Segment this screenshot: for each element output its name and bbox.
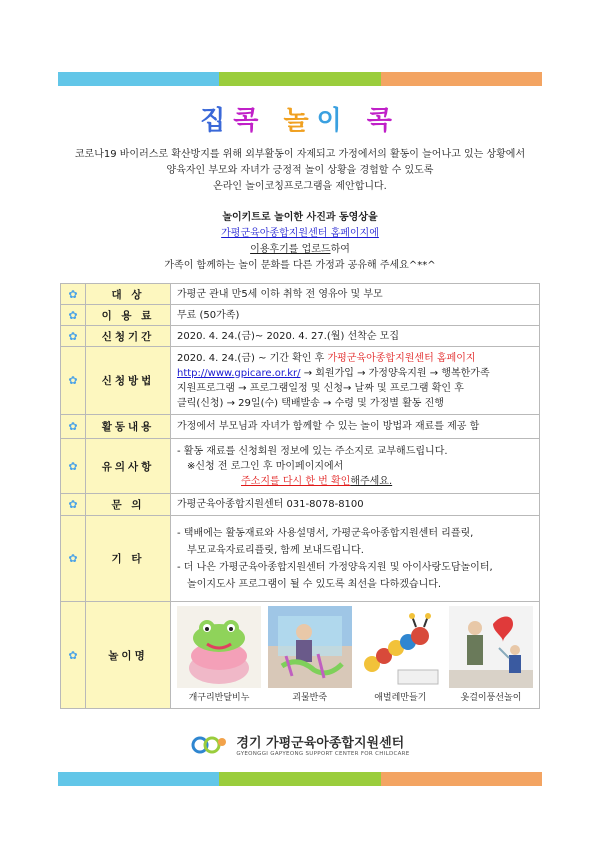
title-char: 콕 <box>366 106 400 136</box>
monster-dough-image <box>268 606 352 688</box>
caterpillar-image <box>358 606 442 688</box>
flower-icon: ✿ <box>61 415 86 439</box>
homepage-url-link[interactable]: http://www.gpicare.or.kr/ <box>177 367 301 379</box>
row-notice: ✿ 유의사항 - 활동 재료를 신청회원 정보에 있는 주소지로 교부해드립니다. ※신청 전 로그인 후 마이페이지에서 주소지를 다시 한 번 확인해주세요. <box>61 439 540 494</box>
title-char: 집 <box>200 106 234 136</box>
row-method: ✿ 신청방법 2020. 4. 24.(금) ~ 기간 확인 후 가평군육아종합지원센터 홈페이지 http://www.gpicare.or.kr/ → 회원가입 → 가정양육지원 → 행복한가족 지원프로그램 → 프로그램일정 및 신청→ 날짜 및 프로그램 확인 후 클릭(신청) → 29일(수) 택배발송 → 수령 및 가정별 활동 진행 <box>61 347 540 415</box>
homepage-link[interactable]: 가평군육아종합지원센터 홈페이지에 <box>221 228 379 239</box>
flower-icon: ✿ <box>61 439 86 494</box>
frog-soap-image <box>177 606 261 688</box>
row-activity: ✿ 활동내용 가정에서 부모님과 자녀가 함께할 수 있는 놀이 방법과 재료를 제공 함 <box>61 415 540 439</box>
row-period: ✿ 신청기간 2020. 4. 24.(금)~ 2020. 4. 27.(월) 선착순 모집 <box>61 326 540 347</box>
row-fee: ✿ 이 용 료 무료 (50가족) <box>61 305 540 326</box>
row-etc: ✿ 기 타 - 택배에는 활동재료와 사용설명서, 가평군육아종합지원센터 리플릿, 부모교육자료리플릿, 함께 보내드립니다. - 더 나은 가평군육아종합지원센터 가정양육지원 및 아이사랑도담놀이터, 놀이지도사 프로그램이 될 수 있도록 최선을 다하겠습니다. <box>61 516 540 602</box>
center-logo-icon <box>190 733 230 757</box>
program-info-table <box>60 283 540 709</box>
flower-icon: ✿ <box>61 602 86 709</box>
row-play: ✿ 놀이명 개구리반달비누 괴물반죽 애벌레만들기 옷걸이풍선놀이 <box>61 602 540 709</box>
intro-text: 코로나19 바이러스로 확산방지를 위해 외부활동이 자제되고 가정에서의 활동이 늘어나고 있는 상황에서 양육자인 부모와 자녀가 긍정적 놀이 상황을 경험할 수 있도록 온라인 놀이코칭프로그램을 제안합니다. <box>74 149 526 192</box>
flower-icon: ✿ <box>61 516 86 602</box>
page-title <box>0 100 600 137</box>
title-char: 이 <box>316 106 350 136</box>
row-inquiry: ✿ 문 의 가평군육아종합지원센터 031-8078-8100 <box>61 494 540 516</box>
top-color-stripe <box>58 72 542 86</box>
flower-icon: ✿ <box>61 284 86 305</box>
photo-hanger-balloon: 옷걸이풍선놀이 <box>449 606 533 706</box>
play-photos <box>177 602 533 708</box>
footer-logo: 경기 가평군육아종합지원센터 GYEONGGI GAPYEONG SUPPORT CENTER FOR CHILDCARE <box>0 732 600 761</box>
title-char: 놀 <box>283 106 317 136</box>
flower-icon: ✿ <box>61 494 86 516</box>
flower-icon: ✿ <box>61 305 86 326</box>
row-target: ✿ 대 상 가평군 관내 만5세 이하 취학 전 영유아 및 부모 <box>61 284 540 305</box>
photo-monster-dough: 괴물반죽 <box>268 606 352 706</box>
bottom-color-stripe <box>58 772 542 786</box>
title-char: 콕 <box>233 106 267 136</box>
hanger-balloon-image <box>449 606 533 688</box>
flower-icon: ✿ <box>61 326 86 347</box>
photo-frog-soap: 개구리반달비누 <box>177 606 261 706</box>
flower-icon: ✿ <box>61 347 86 415</box>
photo-caterpillar: 애벌레만들기 <box>358 606 442 706</box>
invite-text: 놀이키트로 놀이한 사진과 동영상을 가평군육아종합지원센터 홈페이지에 이용후기를 업로드하여 가족이 함께하는 놀이 문화를 다른 가정과 공유해 주세요^**^ <box>0 210 600 274</box>
